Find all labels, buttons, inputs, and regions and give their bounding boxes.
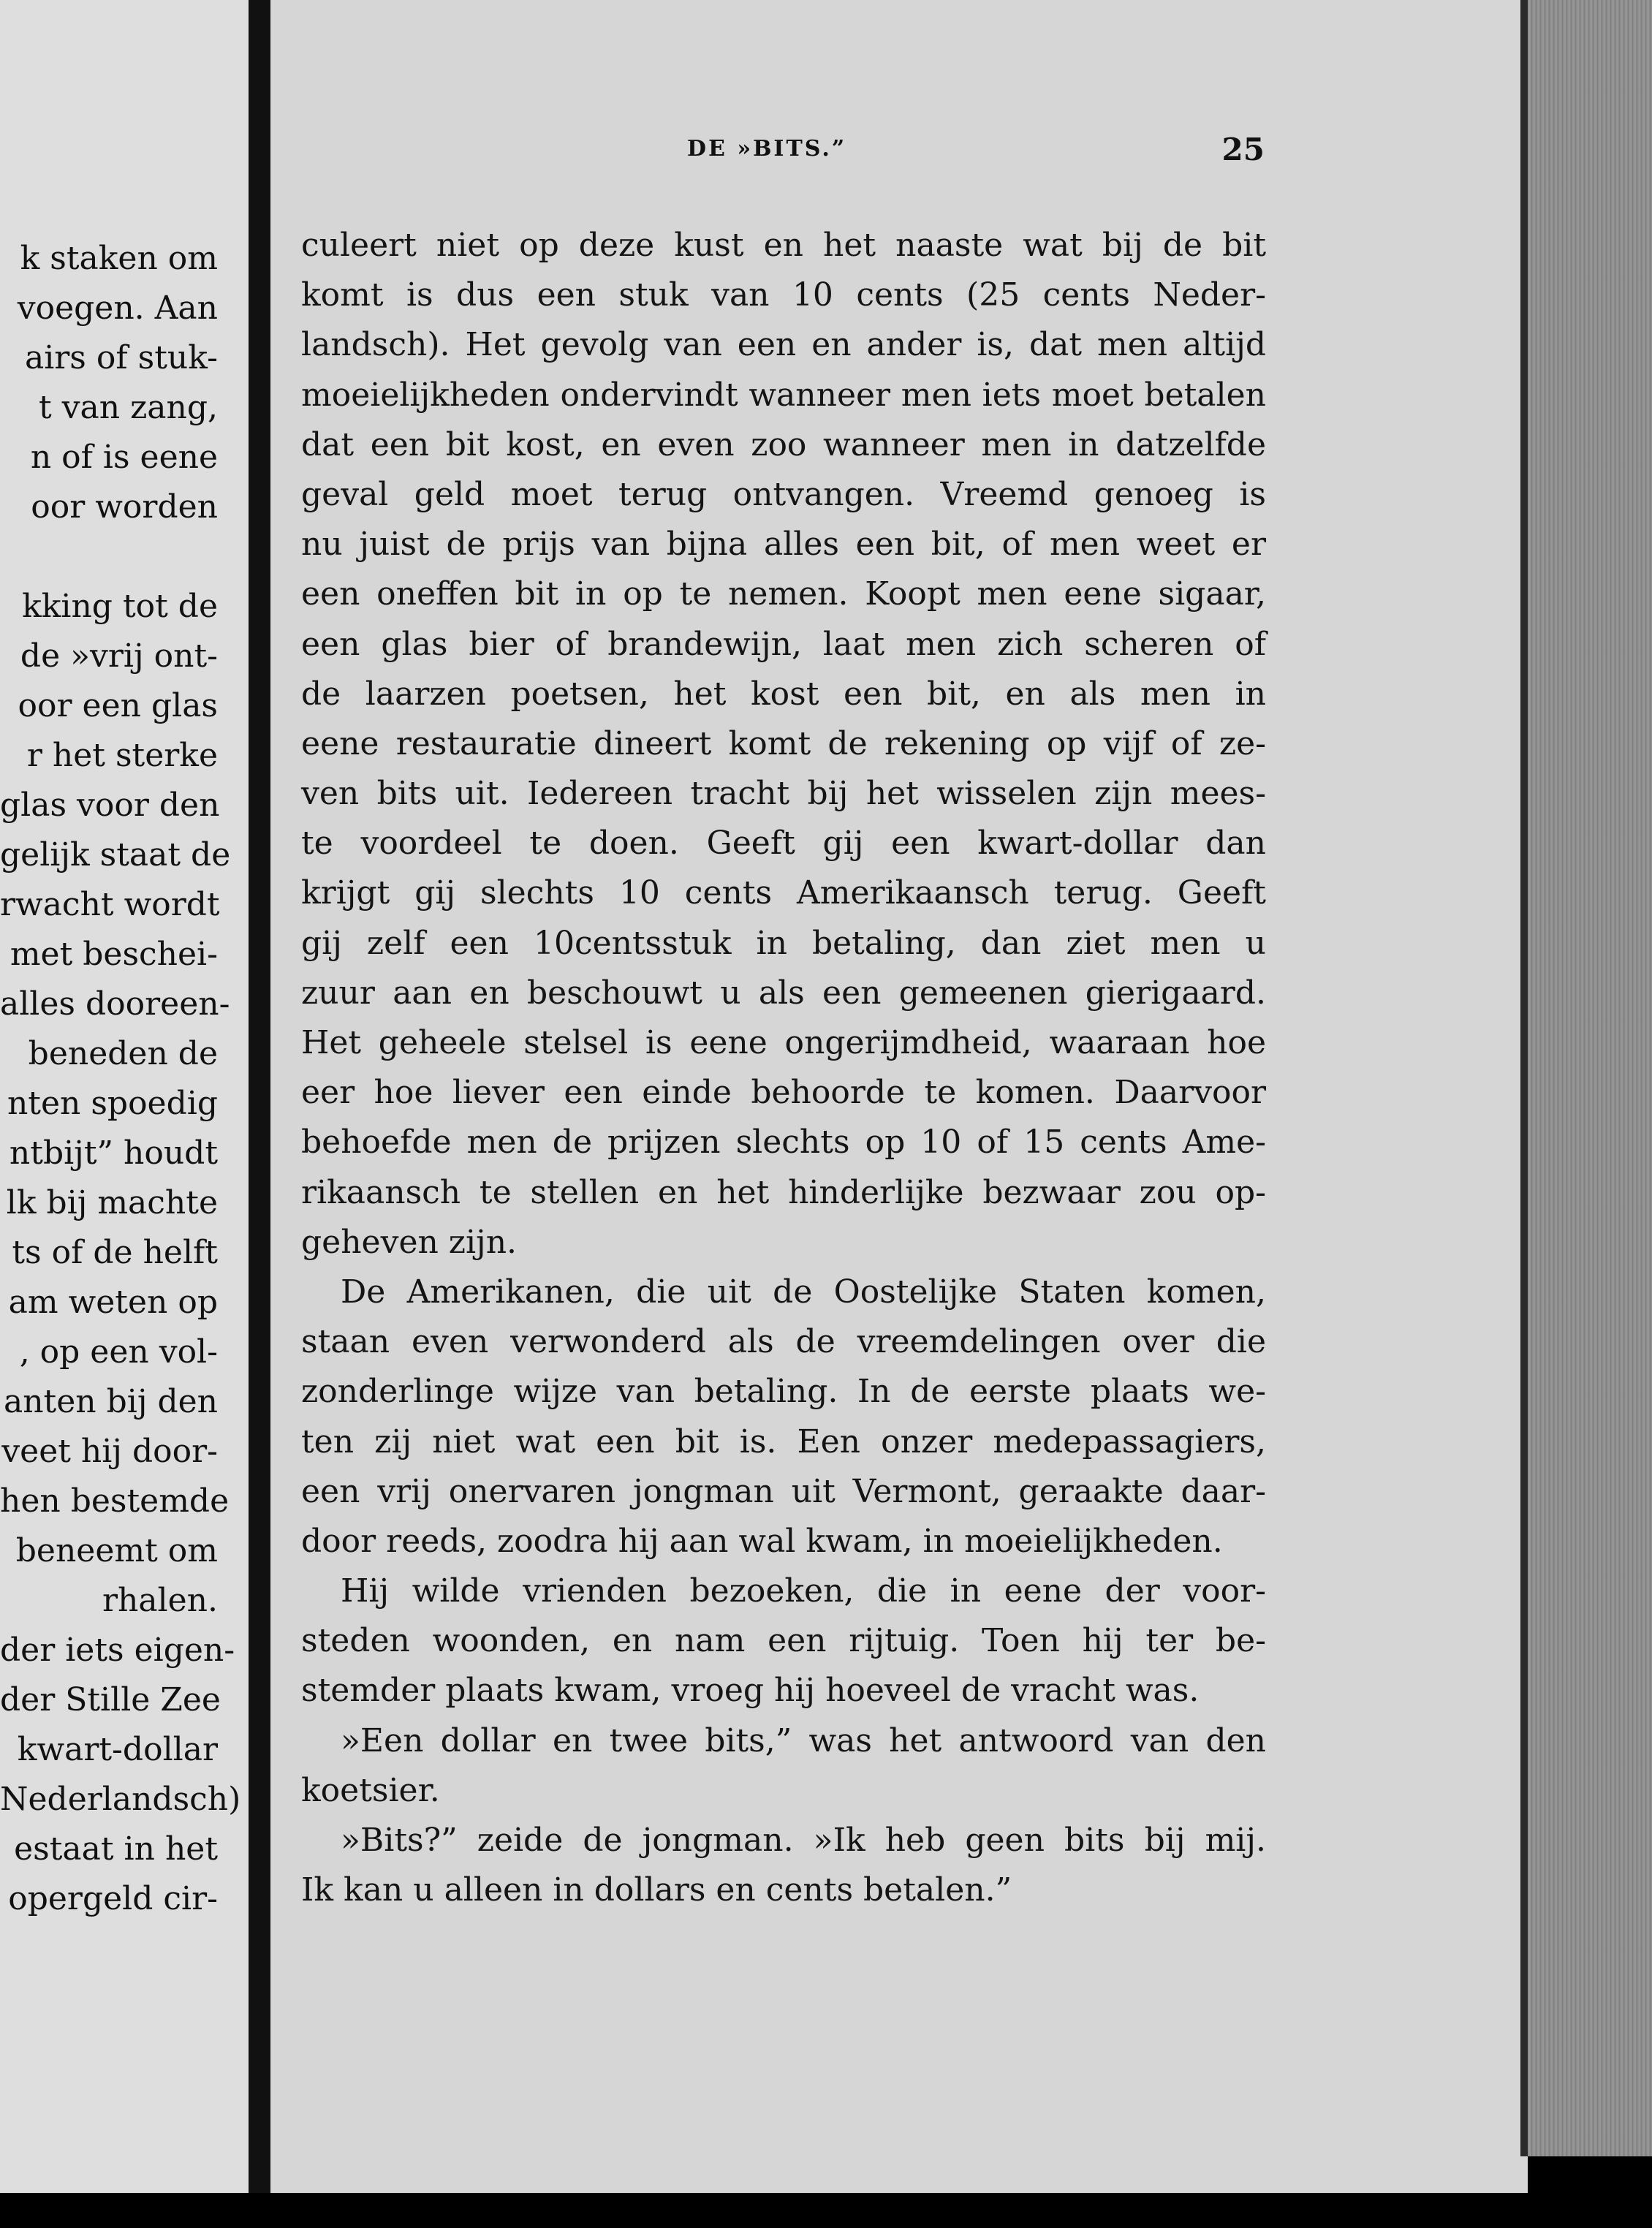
left-page-lines [0, 234, 249, 1924]
page-number: 25 [1221, 132, 1265, 167]
left-page-line: der Stille Zee [0, 1681, 221, 1719]
left-page-fragment [0, 0, 249, 2228]
text-line: geheven zijn. [301, 1223, 518, 1261]
running-head: DE »BITS.” [687, 136, 847, 162]
left-page-line [0, 532, 249, 582]
left-page-line: airs of stuk- [24, 339, 218, 376]
text-line: dat een bit kost, en even zoo wanneer men in datzelfde [301, 425, 1266, 463]
text-line: zonderlinge wijze van betaling. In de eerste plaats we- [301, 1373, 1266, 1411]
text-line: koetsier. [301, 1771, 440, 1809]
text-line: Ik kan u alleen in dollars en cents betalen.” [301, 1871, 1012, 1909]
text-line: behoefde men de prijzen slechts op 10 of 15 cents Ame- [301, 1124, 1266, 1162]
text-line: een vrij onervaren jongman uit Vermont, geraakte daar- [301, 1472, 1266, 1510]
left-page-line: ts of de helft [12, 1234, 218, 1271]
text-line: moeielijkheden ondervindt wanneer men iets moet betalen [301, 376, 1266, 414]
text-line: staan even verwonderd als de vreemdelingen over die [301, 1323, 1266, 1361]
book-gutter [249, 0, 270, 2228]
text-line: nu juist de prijs van bijna alles een bit, of men weet er [301, 526, 1266, 564]
text-line: Het geheele stelsel is eene ongerijmdheid, waaraan hoe [301, 1024, 1266, 1061]
text-line: »Bits?” zeide de jongman. »Ik heb geen bits bij mij. [341, 1822, 1266, 1859]
left-page-line: voegen. Aan [17, 289, 218, 327]
text-line: eer hoe liever een einde behoorde te komen. Daarvoor [301, 1074, 1266, 1112]
text-line: door reeds, zoodra hij aan wal kwam, in moeielijkheden. [301, 1522, 1223, 1560]
left-page-line: kwart-dollar [17, 1731, 218, 1768]
text-line: komt is dus een stuk van 10 cents (25 cents Neder- [301, 276, 1266, 314]
text-line: Hij wilde vrienden bezoeken, die in eene der voor- [341, 1572, 1266, 1610]
left-page-line: estaat in het [14, 1830, 218, 1868]
left-page-line: lk bij machte [6, 1184, 218, 1221]
text-line: culeert niet op deze kust en het naaste wat bij de bit [301, 227, 1266, 264]
body-text [301, 221, 1266, 1915]
left-page-line: beneemt om [15, 1532, 218, 1569]
text-line: steden woonden, en nam een rijtuig. Toen hij ter be- [301, 1622, 1266, 1660]
scan-border [0, 2193, 1652, 2228]
left-page-line: kking tot de [22, 588, 218, 625]
left-page-line: r het sterke [26, 737, 218, 774]
text-line: zuur aan en beschouwt u als een gemeenen gierigaard. [301, 974, 1266, 1012]
left-page-line: k staken om [20, 240, 218, 277]
page-stack-edge [1528, 0, 1652, 2156]
text-line: De Amerikanen, die uit de Oostelijke Staten komen, [341, 1273, 1266, 1311]
left-page-line: gelijk staat de [0, 836, 231, 874]
text-line: te voordeel te doen. Geeft gij een kwart-dollar dan [301, 825, 1266, 863]
left-page-line: beneden de [28, 1035, 218, 1072]
left-page-line: oor worden [31, 488, 218, 526]
page-header [687, 132, 1265, 180]
text-line: rikaansch te stellen en het hinderlijke bezwaar zou op- [301, 1173, 1266, 1211]
text-line: krijgt gij slechts 10 cents Amerikaansch terug. Geeft [301, 874, 1266, 912]
text-line: de laarzen poetsen, het kost een bit, en als men in [301, 675, 1266, 713]
left-page-line: nten spoedig [7, 1085, 218, 1122]
left-page-line: opergeld cir- [8, 1880, 218, 1917]
left-page-line: rhalen. [102, 1582, 218, 1619]
left-page-line: met beschei- [10, 936, 218, 973]
text-line: stemder plaats kwam, vroeg hij hoeveel de vracht was. [301, 1672, 1200, 1710]
left-page-line: oor een glas [18, 687, 218, 724]
left-page-line: de »vrij ont- [20, 637, 218, 675]
text-line: gij zelf een 10centsstuk in betaling, dan ziet men u [301, 924, 1266, 962]
left-page-line: am weten op [8, 1284, 218, 1321]
left-page-line: t van zang, [39, 389, 218, 426]
left-page-line: glas voor den [0, 787, 220, 824]
text-line: eene restauratie dineert komt de rekening op vijf of ze- [301, 724, 1266, 762]
left-page-line: Nederlandsch) [0, 1781, 241, 1818]
left-page-line: alles dooreen- [0, 985, 230, 1023]
text-line: landsch). Het gevolg van een en ander is, dat men altijd [301, 326, 1266, 364]
left-page-line: anten bij den [3, 1383, 218, 1420]
left-page-line: , op een vol- [19, 1333, 218, 1371]
left-page-line: der iets eigen- [0, 1632, 235, 1669]
text-line: een glas bier of brandewijn, laat men zich scheren of [301, 625, 1266, 663]
text-line: »Een dollar en twee bits,” was het antwoord van den [341, 1721, 1266, 1759]
left-page-line: ntbijt” houdt [9, 1134, 218, 1172]
left-page-line: rwacht wordt [0, 886, 220, 923]
left-page-line: hen bestemde [0, 1482, 230, 1520]
text-line: ven bits uit. Iedereen tracht bij het wisselen zijn mees- [301, 775, 1266, 813]
left-page-line: n of is eene [30, 439, 218, 476]
text-line: een oneffen bit in op te nemen. Koopt men eene sigaar, [301, 575, 1266, 613]
text-line: ten zij niet wat een bit is. Een onzer medepassagiers, [301, 1422, 1266, 1460]
left-page-line: veet hij door- [1, 1433, 218, 1470]
text-line: geval geld moet terug ontvangen. Vreemd genoeg is [301, 475, 1266, 513]
